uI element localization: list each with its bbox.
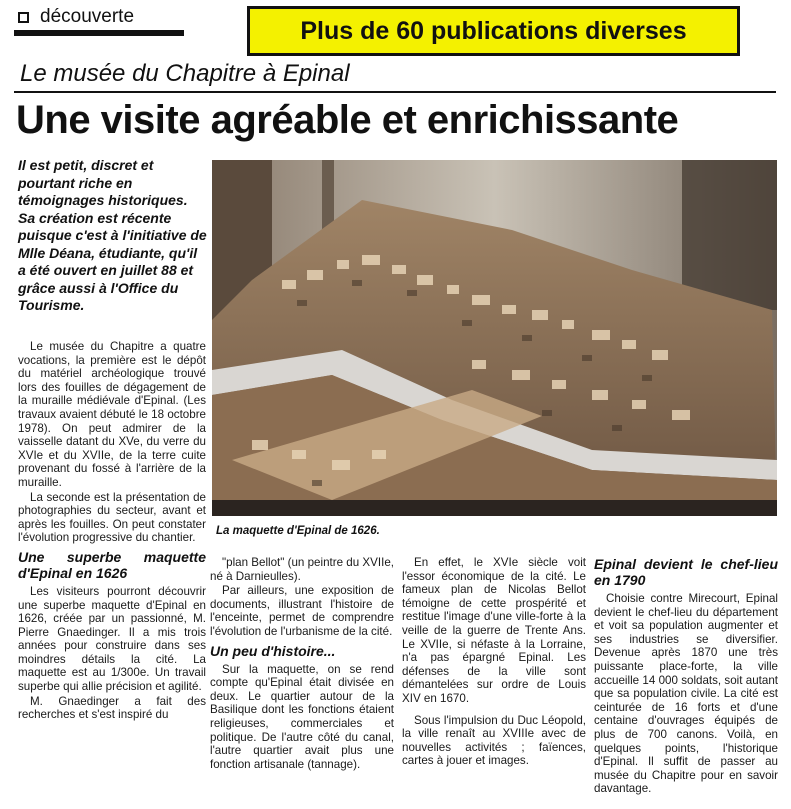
checkbox-square-icon bbox=[18, 12, 29, 23]
paragraph: Le musée du Chapitre a quatre vocations, la première est le dépôt du matériel archéologique trouvé lors des fouilles de dégagement de la muraille médiévale d'Epinal. (Les travaux avaient débuté le 18 octobre 1978). On peut admirer de la vaisselle datant du XVe, du verre du XVIe et du XVIIe, de la terre cuite provenant du fossé à l'arrière de la muraille. bbox=[18, 340, 206, 489]
paragraph: Par ailleurs, une exposition de documents, illustrant l'histoire de l'enceinte, permet de comprendre l'évolution de l'urbanisme de la cité. bbox=[210, 584, 394, 638]
publications-banner: Plus de 60 publications diverses bbox=[247, 6, 740, 56]
paragraph: Sur la maquette, on se rend compte qu'Epinal était divisée en deux. Le quartier autour de la Basilique dont les fonctions étaient religieuses, commerciales et politique. De l'autre côté du canal, l'autre quartier avait plus une fonction artisanale (tannage). bbox=[210, 662, 394, 771]
article-headline: Une visite agréable et enrichissante bbox=[16, 98, 679, 142]
section-heading: Une superbe maquette d'Epinal en 1626 bbox=[18, 548, 206, 581]
section-heading: Epinal devient le chef-lieu en 1790 bbox=[594, 556, 778, 588]
model-photo bbox=[212, 160, 777, 516]
article-subtitle: Le musée du Chapitre à Epinal bbox=[20, 60, 350, 87]
paragraph: La seconde est la présentation de photographies du secteur, avant et après les fouilles. On peut constater l'évolution progressive du chantier. bbox=[18, 490, 206, 545]
column-3 bbox=[402, 556, 586, 769]
section-heading: Un peu d'histoire... bbox=[210, 642, 336, 659]
paragraph: En effet, le XVIe siècle voit l'essor économique de la cité. Le fameux plan de Nicolas Bellot témoigne de cette prospérité et restitue l'image d'une ville-forte à la veille de la guerre de Trente Ans. Le XVIIe, si néfaste à la Lorraine, n'a pas épargné Epinal. Les défenses de la ville sont démantelées sur ordre de Louis XIV en 1670. bbox=[402, 556, 586, 705]
column-4 bbox=[594, 556, 778, 797]
paragraph: Choisie contre Mirecourt, Epinal devient le chef-lieu du département et voit sa population augmenter et ses industries se diversifier. Devenue après 1870 une très puissante place-forte, la ville accueille 14 000 soldats, soit autant que sa population civile. La cité est ceinturée de 16 forts et d'une centaine d'ouvrages équipés de plus de 700 canons. Voilà, en quelques points, l'historique d'Epinal. Il suffit de passer au musée du Chapitre pour en savoir davantage. bbox=[594, 592, 778, 796]
section-rubric bbox=[14, 6, 184, 36]
title-rule bbox=[14, 91, 776, 93]
city-model-image bbox=[212, 160, 777, 516]
paragraph: M. Gnaedinger a fait des recherches et s'est inspiré du bbox=[18, 694, 206, 722]
column-1 bbox=[18, 340, 206, 723]
paragraph: "plan Bellot" (un peintre du XVIIe, né à Darnieulles). bbox=[210, 556, 394, 583]
paragraph: Les visiteurs pourront découvrir une superbe maquette d'Epinal en 1626, créée par un passionné, M. Pierre Gnaedinger. Il a mis trois années pour construire dans ses moindres détails la cité. La maquette est au 1/300e. Un travail superbe qui allie précision et agilité. bbox=[18, 584, 206, 694]
article-lead: Il est petit, discret et pourtant riche en témoignages historiques. Sa création est récente puisque c'est à l'initiative de Mlle Déana, étudiante, qu'il a été ouvert en juillet 88 et grâce aussi à l'Office du Tourisme. bbox=[18, 157, 207, 313]
rubric-label: découverte bbox=[40, 6, 135, 27]
column-2 bbox=[210, 556, 394, 772]
photo-caption: La maquette d'Epinal de 1626. bbox=[216, 525, 380, 537]
paragraph: Sous l'impulsion du Duc Léopold, la ville renaît au XVIIIe avec de nouvelles activités ; faïences, cartes à jouer et images. bbox=[402, 713, 586, 768]
